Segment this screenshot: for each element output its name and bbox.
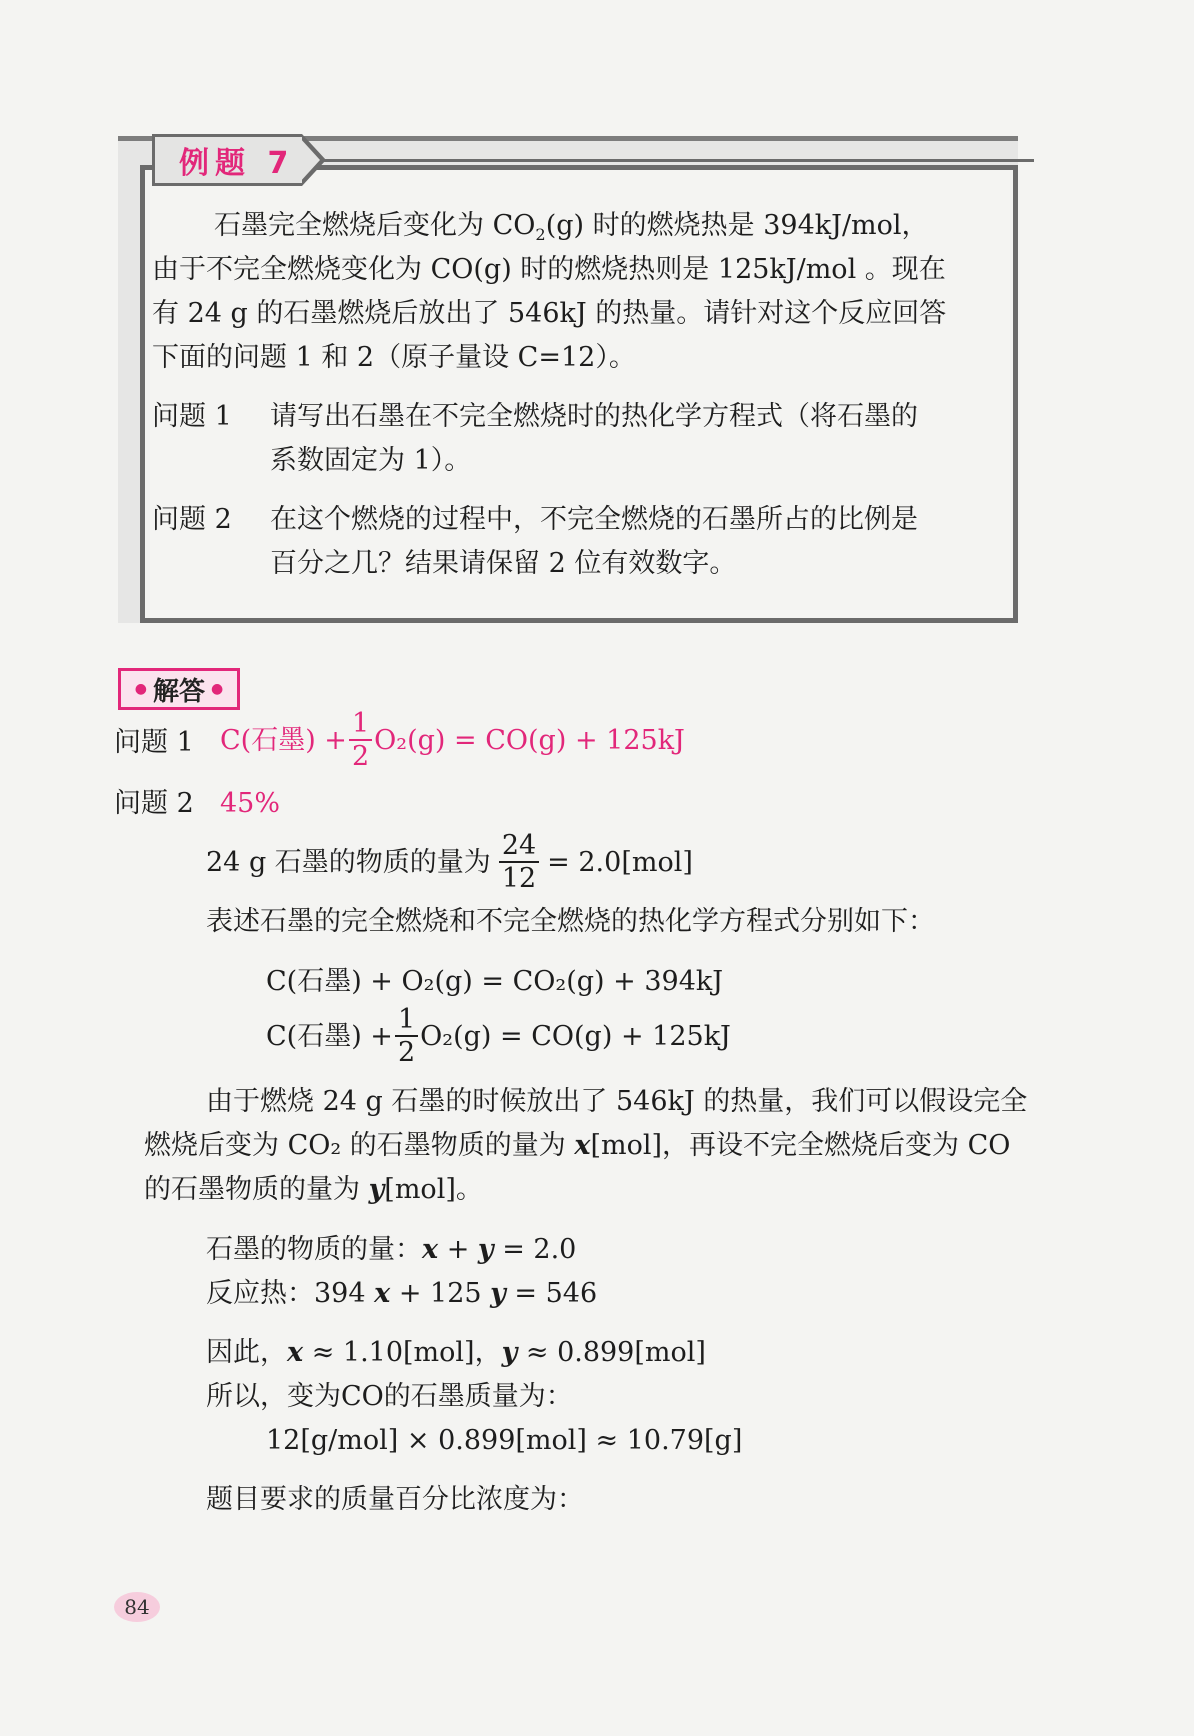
question-1-line-2: 系数固定为 1）。 [270,445,472,476]
answer-1-label: 问题 1 [114,727,194,758]
equation-complete: C(石墨) + O₂(g) = CO₂(g) + 394kJ [266,966,724,997]
answer-2-label: 问题 2 [114,788,194,819]
para-line-3: 的石墨物质的量为 y[mol]。 [144,1174,483,1205]
example-tag-rule [318,159,1034,162]
question-1-line-1: 请写出石墨在不完全燃烧时的热化学方程式（将石墨的 [270,401,918,432]
intro-line-4: 下面的问题 1 和 2（原子量设 C=12）。 [152,342,636,373]
result-line-3: 12[g/mol] × 0.899[mol] ≈ 10.79[g] [266,1425,743,1456]
system-eq-1: 石墨的物质的量：x + y = 2.0 [206,1234,577,1265]
system-eq-2: 反应热：394 x + 125 y = 546 [206,1278,598,1309]
dot-icon: ● [211,681,224,697]
para-line-2: 燃烧后变为 CO₂ 的石墨物质的量为 x[mol]，再设不完全燃烧后变为 CO [144,1130,1011,1161]
para-line-1: 由于燃烧 24 g 石墨的时候放出了 546kJ 的热量，我们可以假设完全 [206,1086,1028,1117]
answer-tag-label: 解答 [152,676,205,707]
result-line-4: 题目要求的质量百分比浓度为： [206,1484,584,1515]
example-tag-label: 例题 7 [152,134,302,186]
fraction-one-half: $\frac{1}{2}$ [395,1006,418,1066]
intro-line-1: 石墨完全燃烧后变化为 $CO_2(g)$ 时的燃烧热是 394kJ/mol， [214,210,929,244]
intro-line-3: 有 24 g 的石墨燃烧后放出了 546kJ 的热量。请针对这个反应回答 [152,298,947,329]
page-number: 84 [114,1592,160,1622]
explain-line: 表述石墨的完全燃烧和不完全燃烧的热化学方程式分别如下： [206,906,935,937]
question-1-label: 问题 1 [152,401,232,432]
example-tag [152,134,326,186]
result-line-2: 所以，变为CO的石墨质量为： [206,1381,573,1412]
question-2-line-1: 在这个燃烧的过程中，不完全燃烧的石墨所占的比例是 [270,504,918,535]
moles-line: 24 g 石墨的物质的量为 $\frac{24}{12}$ = 2.0[mol] [206,830,693,894]
answer-tag [118,668,240,710]
answer-1-equation: C(石墨) + $\frac{1}{2}$ O₂(g) = CO(g) + 125kJ [220,708,685,772]
question-2-line-2: 百分之几？结果请保留 2 位有效数字。 [270,548,737,579]
fraction-one-half: $\frac{1}{2}$ [349,710,372,770]
fraction-24-12: $\frac{24}{12}$ [499,832,539,892]
equation-incomplete: C(石墨) + $\frac{1}{2}$ O₂(g) = CO(g) + 125kJ [266,1004,731,1068]
answer-2-value: 45% [220,788,281,819]
example-tag-arrow [302,134,326,186]
question-2-label: 问题 2 [152,504,232,535]
dot-icon: ● [134,681,147,697]
result-line-1: 因此，x ≈ 1.10[mol]，y ≈ 0.899[mol] [206,1337,706,1368]
intro-line-2: 由于不完全燃烧变化为 CO(g) 时的燃烧热则是 125kJ/mol 。现在 [152,254,946,285]
